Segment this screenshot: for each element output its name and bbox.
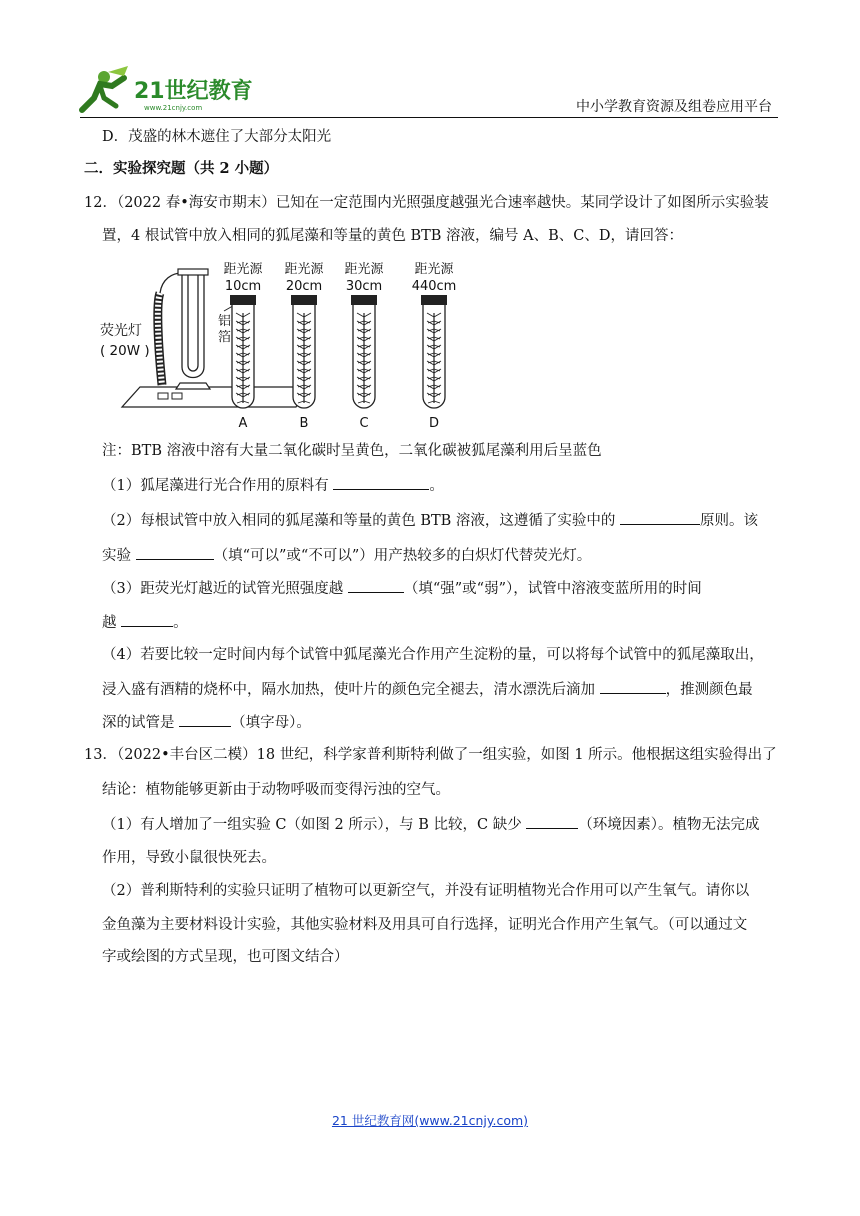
tube-letter-label: B <box>299 416 309 431</box>
fluorescent-lamp-drawing <box>122 269 306 407</box>
q12-part4-line2: 浸入盛有酒精的烧杯中，隔水加热，使叶片的颜色完全褪去，清水漂洗后滴加 ，推测颜色最 <box>102 679 753 700</box>
section-title: 二．实验探究题（共 2 小题） <box>84 160 279 177</box>
q12-part4-line3: 深的试管是 （填字母）。 <box>102 712 311 733</box>
tube-letter-label: D <box>428 416 440 431</box>
tube-stopper <box>351 295 377 305</box>
answer-blank-2[interactable] <box>620 510 700 525</box>
foil-label-2: 箔 <box>218 330 232 345</box>
tube-stopper <box>421 295 447 305</box>
answer-blank-3[interactable] <box>136 545 214 560</box>
foil-label-1: 铝 <box>218 314 232 329</box>
q13-part1-line2: 作用，导致小鼠很快死去。 <box>102 850 276 866</box>
tube-stopper <box>230 295 256 305</box>
logo-url: www.21cnjy.com <box>144 104 203 112</box>
answer-blank-5[interactable] <box>121 612 173 627</box>
lamp-label: 荧光灯 <box>100 323 142 339</box>
q13-part2-line3: 字或绘图的方式呈现，也可图文结合） <box>102 949 349 965</box>
q12-part1: （1）狐尾藻进行光合作用的原料有 。 <box>102 475 444 496</box>
q12-experiment-figure <box>100 255 480 433</box>
q13-stem-line1: 13．（2022•丰台区二模）18 世纪，科学家普利斯特利做了一组实验，如图 1 所示。他根据这组实验得出了 <box>84 747 777 763</box>
q12-stem-line1: 12．（2022 春•海安市期末）已知在一定范围内光照强度越强光合速率越快。某同学设计了如图所示实验装 <box>84 195 769 211</box>
header-divider <box>80 117 778 118</box>
platform-name: 中小学教育资源及组卷应用平台 <box>576 99 772 115</box>
distance-value-label: 20cm <box>285 279 323 294</box>
distance-prefix-label: 距光源 <box>414 262 454 277</box>
q12-part4-line1: （4）若要比较一定时间内每个试管中狐尾藻光合作用产生淀粉的量，可以将每个试管中的狐尾藻取出， <box>102 647 764 663</box>
site-logo <box>78 66 258 116</box>
distance-prefix-label: 距光源 <box>223 262 263 277</box>
q12-part2-line2: 实验 （填“可以”或“不可以”）用产热较多的白炽灯代替荧光灯。 <box>102 545 591 566</box>
q13-part2-line2: 金鱼藻为主要材料设计实验，其他实验材料及用具可自行选择，证明光合作用产生氧气。（可以通过文 <box>102 917 748 933</box>
distance-value-label: 30cm <box>345 279 383 294</box>
distance-value-label: 440cm <box>411 279 457 294</box>
tube-letter-label: C <box>359 416 369 431</box>
test-tube-c <box>344 261 384 431</box>
answer-blank-1[interactable] <box>333 475 429 490</box>
footer-link[interactable]: 21 世纪教育网(www.21cnjy.com) <box>331 1113 529 1128</box>
tube-letter-label: A <box>238 416 248 431</box>
test-tube-d <box>412 261 457 431</box>
answer-blank-7[interactable] <box>179 712 231 727</box>
tube-stopper <box>291 295 317 305</box>
lamp-power: ( 20W ) <box>100 343 150 359</box>
answer-blank-8[interactable] <box>526 814 578 829</box>
q12-stem-line2: 置，4 根试管中放入相同的狐尾藻和等量的黄色 BTB 溶液，编号 A、B、C、D，请回答： <box>102 228 683 244</box>
q12-part2-line1: （2）每根试管中放入相同的狐尾藻和等量的黄色 BTB 溶液，这遵循了实验中的 原则。该 <box>102 510 758 531</box>
q12-note: 注：BTB 溶液中溶有大量二氧化碳时呈黄色，二氧化碳被狐尾藻利用后呈蓝色 <box>102 443 602 459</box>
runner-icon <box>82 66 128 110</box>
option-d: D．茂盛的林木遮住了大部分太阳光 <box>102 129 332 145</box>
q13-stem-line2: 结论：植物能够更新由于动物呼吸而变得污浊的空气。 <box>102 782 450 798</box>
page-footer <box>0 1110 860 1129</box>
q12-part3-line1: （3）距荧光灯越近的试管光照强度越 （填“强”或“弱”），试管中溶液变蓝所用的时间 <box>102 578 702 599</box>
answer-blank-6[interactable] <box>600 679 666 694</box>
answer-blank-4[interactable] <box>348 578 404 593</box>
q13-part1-line1: （1）有人增加了一组实验 C（如图 2 所示），与 B 比较，C 缺少 （环境因素）。植物无法完成 <box>102 814 760 835</box>
distance-prefix-label: 距光源 <box>344 262 384 277</box>
q12-part3-line2: 越 。 <box>102 612 188 633</box>
q13-part2-line1: （2）普利斯特利的实验只证明了植物可以更新空气，并没有证明植物光合作用可以产生氧气。请你以 <box>102 883 750 899</box>
logo-text: 21世纪教育 <box>134 79 253 104</box>
distance-value-label: 10cm <box>224 279 262 294</box>
distance-prefix-label: 距光源 <box>284 262 324 277</box>
